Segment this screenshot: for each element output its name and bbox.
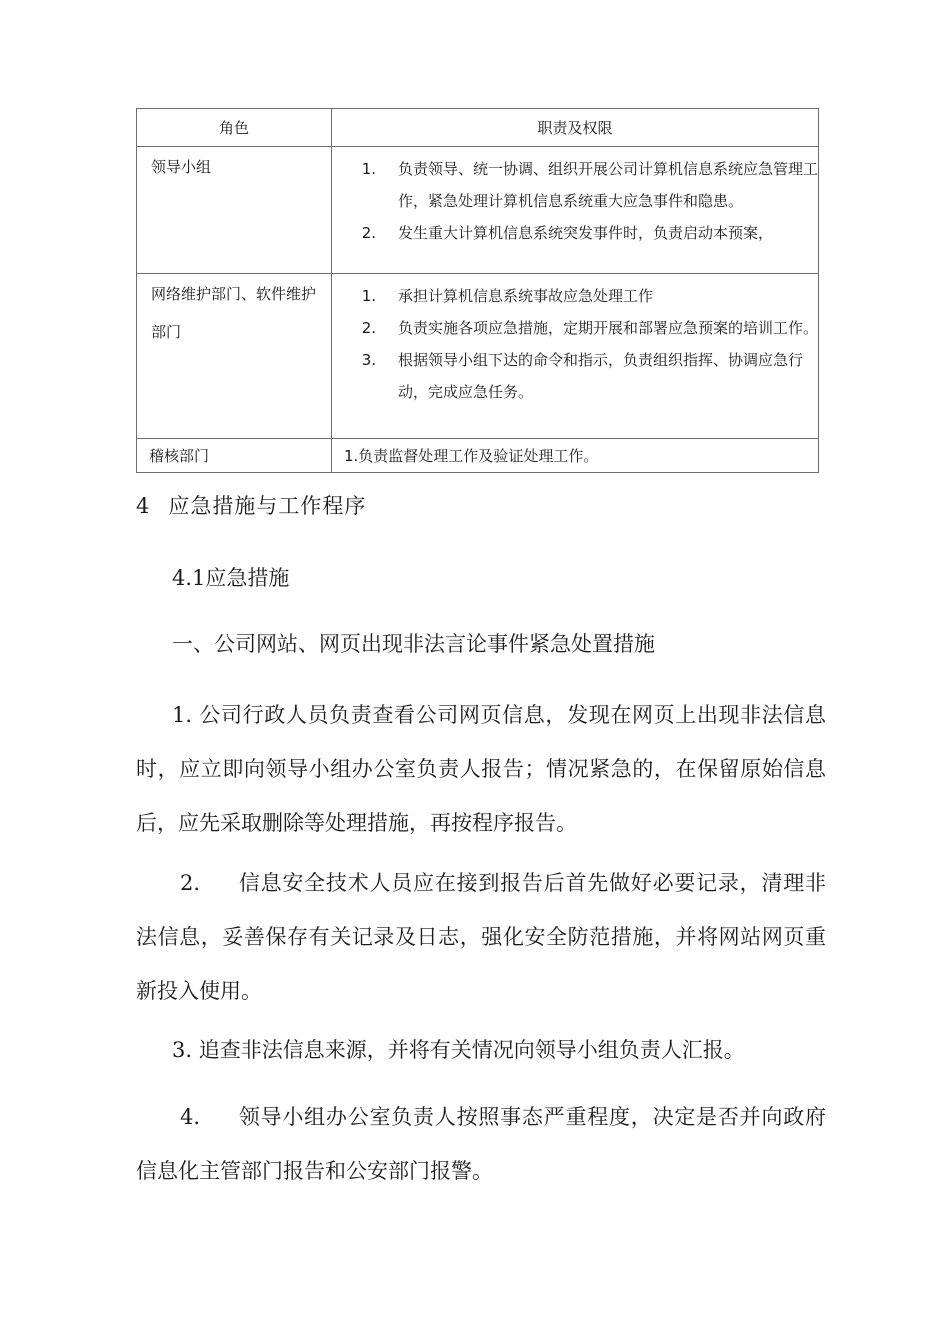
role-name: 领导小组 [151, 158, 212, 176]
header-duty: 职责及权限 [332, 109, 819, 147]
paragraph-text: 公司行政人员负责查看公司网页信息，发现在网页上出现非法信息时，应立即向领导小组办公室负责人报告；情况紧急的，在保留原始信息后，应先采取删除等处理措施，再按程序报告。 [136, 703, 826, 835]
duty-text: 根据领导小组下达的命令和指示，负责组织指挥、协调应急行动，完成应急任务。 [398, 351, 804, 401]
header-role: 角色 [137, 109, 332, 147]
role-name-continued: 部门 [151, 323, 182, 341]
duty-text: 负责领导、统一协调、组织开展公司计算机信息系统应急管理工作，紧急处理计算机信息系统重大应急事件和隐患。 [398, 160, 819, 210]
paragraph [136, 1090, 826, 1198]
duty-cell: 1.负责监督处理工作及验证处理工作。 [332, 439, 819, 473]
duty-text: 负责实施各项应急措施，定期开展和部署应急预案的培训工作。 [398, 319, 819, 337]
paragraph-text: 信息安全技术人员应在接到报告后首先做好必要记录，清理非法信息，妥善保存有关记录及日志，强化安全防范措施，并将网站网页重新投入使用。 [136, 871, 826, 1003]
duty-cell [332, 274, 819, 439]
paragraph [136, 688, 826, 850]
paragraph-text: 领导小组办公室负责人按照事态严重程度，决定是否并向政府信息化主管部门报告和公安部门报警。 [136, 1105, 826, 1183]
responsibility-table [136, 108, 819, 473]
duty-number: 1. [361, 287, 376, 305]
role-cell: 稽核部门 [137, 439, 332, 473]
duty-item [332, 344, 818, 408]
duty-item [332, 153, 818, 217]
role-cell [137, 147, 332, 274]
duty-cell [332, 147, 819, 274]
table-row [137, 439, 819, 473]
role-name: 网络维护部门、软件维护 [151, 285, 317, 303]
duty-item [332, 312, 818, 344]
paragraph-text: 追查非法信息来源，并将有关情况向领导小组负责人汇报。 [198, 1038, 745, 1062]
paragraph [136, 1023, 826, 1077]
subheading: 一、公司网站、网页出现非法言论事件紧急处置措施 [172, 632, 655, 656]
paragraph-number: 3. [172, 1038, 193, 1062]
table-header-row [137, 109, 819, 147]
duty-number: 1. [361, 160, 376, 178]
role-cell [137, 274, 332, 439]
duty-item [332, 280, 818, 312]
duty-number: 2. [361, 224, 376, 242]
duty-number: 3. [361, 351, 376, 369]
paragraph-number: 1. [172, 703, 193, 727]
section-heading [136, 490, 366, 520]
paragraph-number: 4. [180, 1105, 201, 1129]
table-row [137, 147, 819, 274]
section-number: 4 [136, 494, 151, 518]
paragraph [136, 856, 826, 1018]
table-row [137, 274, 819, 439]
section-title: 应急措施与工作程序 [168, 494, 367, 518]
duty-number: 2. [361, 319, 376, 337]
duty-item [332, 217, 818, 249]
subsection-heading: 4.1应急措施 [172, 566, 290, 590]
duty-text: 承担计算机信息系统事故应急处理工作 [398, 287, 654, 305]
paragraph-number: 2. [180, 871, 201, 895]
duty-text: 发生重大计算机信息系统突发事件时，负责启动本预案， [398, 224, 774, 242]
